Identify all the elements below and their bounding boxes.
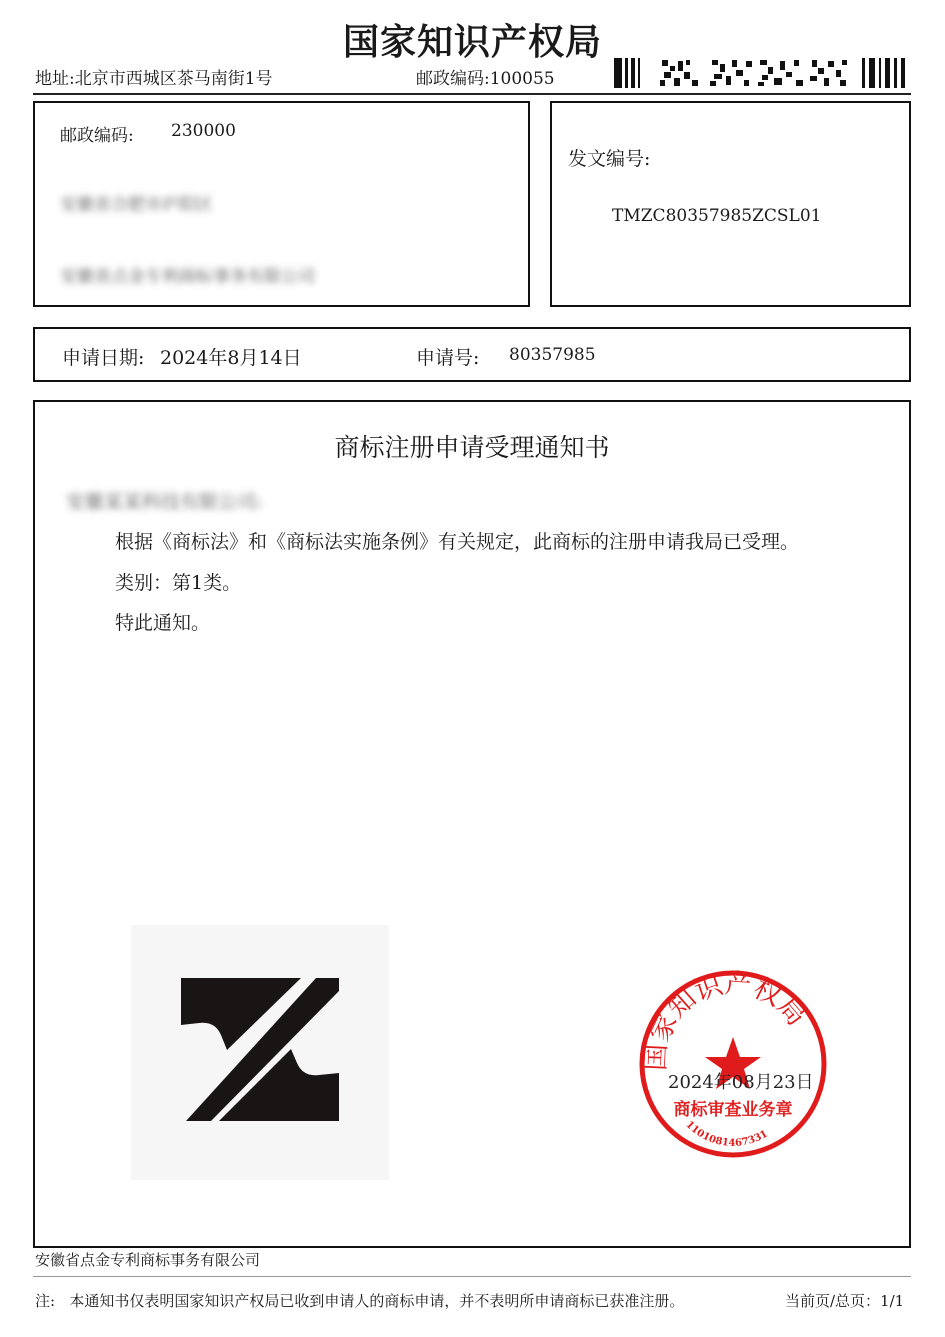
notice-body-line: 根据《商标法》和《商标法实施条例》有关规定，此商标的注册申请我局已受理。 bbox=[115, 531, 800, 553]
notice-closing-line: 特此通知。 bbox=[115, 612, 211, 634]
dispatch-label: 发文编号: bbox=[568, 148, 651, 170]
seal-bottom-text: 商标审查业务章 bbox=[673, 1100, 793, 1120]
trademark-logo-icon bbox=[131, 925, 389, 1180]
seal-date: 2024年08月23日 bbox=[668, 1072, 814, 1093]
office-address: 地址:北京市西城区茶马南街1号 bbox=[35, 69, 273, 89]
notice-class-line: 类别：第1类。 bbox=[115, 572, 242, 594]
office-title: 国家知识产权局 bbox=[342, 21, 602, 63]
footer-divider bbox=[33, 1276, 911, 1277]
office-postcode: 邮政编码:100055 bbox=[416, 69, 555, 89]
dispatch-box bbox=[550, 101, 911, 307]
recipient-company-redacted: 安徽省点金专利商标事务有限公司 bbox=[60, 267, 315, 287]
recipient-address-redacted: 安徽省合肥市庐阳区 bbox=[60, 195, 213, 215]
seal-code: 1101081467331 bbox=[683, 1119, 770, 1149]
header-divider bbox=[33, 93, 911, 95]
application-number-label: 申请号: bbox=[416, 347, 480, 369]
barcode-icon bbox=[614, 58, 906, 88]
seal-arc-text: 国家知识产权局 bbox=[640, 969, 812, 1072]
recipient-postcode-value: 230000 bbox=[171, 121, 236, 141]
application-date-value: 2024年8月14日 bbox=[160, 347, 302, 369]
dispatch-number: TMZC80357985ZCSL01 bbox=[612, 206, 822, 226]
recipient-postcode-label: 邮政编码: bbox=[60, 126, 134, 146]
footer-note: 注: 本通知书仅表明国家知识产权局已收到申请人的商标申请，并不表明所申请商标已获准注册。 bbox=[35, 1292, 685, 1310]
footer-agent: 安徽省点金专利商标事务有限公司 bbox=[35, 1251, 261, 1269]
application-date-label: 申请日期: bbox=[62, 347, 145, 369]
notice-title: 商标注册申请受理通知书 bbox=[334, 433, 610, 462]
applicant-name-redacted: 安徽某某科技有限公司: bbox=[66, 491, 263, 513]
trademark-image bbox=[131, 925, 389, 1180]
footer-page-indicator: 当前页/总页：1/1 bbox=[785, 1292, 905, 1310]
official-seal bbox=[638, 969, 828, 1159]
application-number-value: 80357985 bbox=[509, 345, 596, 365]
